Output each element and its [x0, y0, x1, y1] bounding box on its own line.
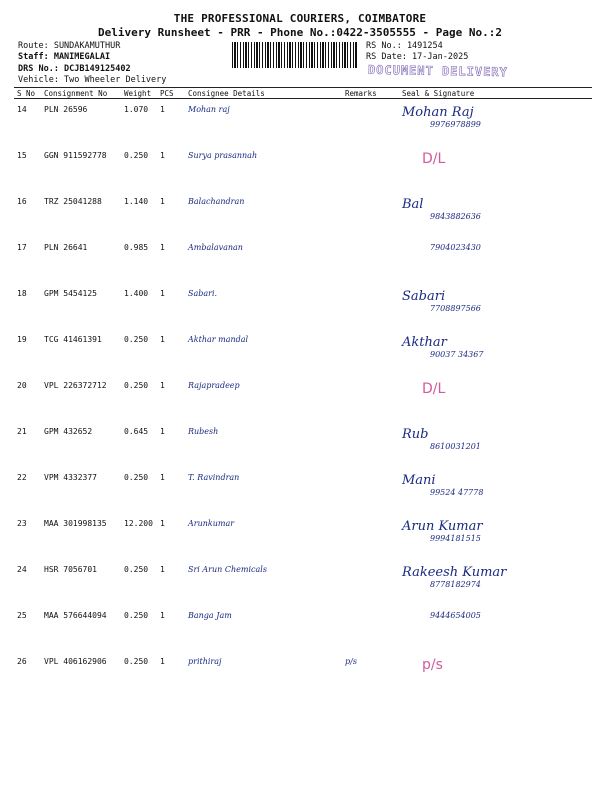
consignment-number: VPL 226372712 — [44, 381, 107, 390]
signature-name: Rub — [402, 427, 429, 442]
table-row — [14, 467, 592, 513]
runsheet-subtitle: Delivery Runsheet - PRR - Phone No.:0422-3505555 - Page No.:2 — [98, 26, 502, 39]
signature-cell — [399, 329, 592, 375]
weight-value: 1.140 — [124, 197, 149, 206]
signature-phone: 90037 34367 — [430, 350, 484, 359]
remarks-cell — [342, 605, 399, 651]
serial-number: 22 — [17, 473, 27, 482]
remarks-cell — [342, 559, 399, 605]
remarks-cell: p/s — [345, 657, 357, 666]
pcs-value: 1 — [160, 519, 165, 528]
signature-name: Sabari — [402, 289, 446, 304]
table-row — [14, 237, 592, 283]
serial-number: 14 — [17, 105, 27, 114]
pcs-value: 1 — [160, 657, 165, 666]
remarks-cell — [342, 145, 399, 191]
rs-date: RS Date: 17-Jan-2025 — [366, 52, 469, 62]
signature-cell — [399, 651, 592, 697]
consignee-name: Rubesh — [188, 427, 219, 436]
weight-value: 1.400 — [124, 289, 149, 298]
consignment-number: MAA 301998135 — [44, 519, 107, 528]
table-row — [14, 99, 592, 146]
serial-number: 20 — [17, 381, 27, 390]
consignment-number: GPM 432652 — [44, 427, 93, 436]
serial-number: 25 — [17, 611, 27, 620]
col-remarks: Remarks — [342, 88, 399, 99]
consignee-name: Sabari. — [188, 289, 218, 298]
pcs-value: 1 — [160, 335, 165, 344]
table-row — [14, 329, 592, 375]
table-row — [14, 421, 592, 467]
pcs-value: 1 — [160, 197, 165, 206]
table-row — [14, 191, 592, 237]
consignee-name: Balachandran — [188, 197, 245, 206]
delivery-status-mark: D/L — [422, 381, 446, 397]
table-header-row — [14, 88, 592, 99]
consignee-name: Mohan raj — [188, 105, 230, 114]
remarks-cell — [342, 421, 399, 467]
consignment-number: GPM 5454125 — [44, 289, 97, 298]
consignee-name: Akthar mandal — [188, 335, 249, 344]
signature-cell — [399, 421, 592, 467]
rs-number: RS No.: 1491254 — [366, 41, 443, 51]
weight-value: 0.250 — [124, 611, 149, 620]
pcs-value: 1 — [160, 611, 165, 620]
serial-number: 19 — [17, 335, 27, 344]
pcs-value: 1 — [160, 427, 165, 436]
signature-phone: 99524 47778 — [430, 488, 484, 497]
table-row — [14, 283, 592, 329]
remarks-cell — [342, 467, 399, 513]
table-row — [14, 605, 592, 651]
route-label: Route: SUNDAKAMUTHUR — [18, 41, 121, 51]
remarks-cell — [342, 283, 399, 329]
weight-value: 0.985 — [124, 243, 149, 252]
consignee-name: Rajapradeep — [188, 381, 240, 390]
pcs-value: 1 — [160, 289, 165, 298]
remarks-cell — [342, 513, 399, 559]
table-row — [14, 559, 592, 605]
pcs-value: 1 — [160, 473, 165, 482]
remarks-cell — [342, 375, 399, 421]
signature-phone: 8778182974 — [430, 580, 481, 589]
col-weight: Weight — [121, 88, 157, 99]
consignee-name: Ambalavanan — [188, 243, 243, 252]
weight-value: 0.250 — [124, 335, 149, 344]
drs-number: DRS No.: DCJB149125402 — [18, 64, 131, 74]
signature-name: Rakeesh Kumar — [402, 565, 507, 580]
signature-cell — [399, 375, 592, 421]
pcs-value: 1 — [160, 151, 165, 160]
pcs-value: 1 — [160, 105, 165, 114]
serial-number: 26 — [17, 657, 27, 666]
signature-phone: 8610031201 — [430, 442, 481, 451]
col-pcs: PCS — [157, 88, 185, 99]
remarks-cell — [342, 99, 399, 146]
consignee-name: prithiraj — [188, 657, 222, 666]
signature-cell — [399, 191, 592, 237]
consignee-name: T. Ravindran — [188, 473, 240, 482]
pcs-value: 1 — [160, 381, 165, 390]
consignee-name: Surya prasannah — [188, 151, 258, 160]
consignment-number: VPL 406162906 — [44, 657, 107, 666]
signature-phone: 9444654005 — [430, 611, 481, 620]
consignee-name: Banga Jam — [188, 611, 232, 620]
col-signature: Seal & Signature — [399, 88, 592, 99]
signature-name: Akthar — [402, 335, 447, 350]
staff-label: Staff: MANIMEGALAI — [18, 52, 111, 62]
remarks-cell — [342, 329, 399, 375]
signature-cell — [399, 237, 592, 283]
col-consignment: Consignment No — [41, 88, 121, 99]
signature-cell — [399, 513, 592, 559]
runsheet-table — [14, 87, 592, 697]
table-row — [14, 651, 592, 697]
serial-number: 17 — [17, 243, 27, 252]
signature-cell — [399, 283, 592, 329]
signature-phone: 9976978899 — [430, 120, 481, 129]
consignment-number: PLN 26596 — [44, 105, 88, 114]
consignment-number: VPM 4332377 — [44, 473, 97, 482]
signature-phone: 7904023430 — [430, 243, 481, 252]
serial-number: 16 — [17, 197, 27, 206]
consignment-number: TRZ 25041288 — [44, 197, 102, 206]
col-sno: S No — [14, 88, 41, 99]
consignment-number: PLN 26641 — [44, 243, 88, 252]
signature-phone: 7708897566 — [430, 304, 481, 313]
serial-number: 23 — [17, 519, 27, 528]
signature-phone: 9994181515 — [430, 534, 481, 543]
remarks-cell — [342, 237, 399, 283]
consignment-number: TCG 41461391 — [44, 335, 102, 344]
table-row — [14, 513, 592, 559]
pcs-value: 1 — [160, 243, 165, 252]
serial-number: 18 — [17, 289, 27, 298]
barcode-image — [232, 42, 358, 68]
signature-name: Mohan Raj — [402, 105, 474, 120]
weight-value: 0.645 — [124, 427, 149, 436]
document-delivery-stamp: DOCUMENT DELIVERY — [367, 62, 508, 80]
consignment-number: GGN 911592778 — [44, 151, 107, 160]
consignee-name: Sri Arun Chemicals — [188, 565, 267, 574]
signature-cell — [399, 467, 592, 513]
signature-cell — [399, 145, 592, 191]
signature-name: Mani — [402, 473, 436, 488]
delivery-status-mark: p/s — [422, 657, 443, 673]
weight-value: 12.200 — [124, 519, 153, 528]
signature-phone: 9843882636 — [430, 212, 481, 221]
consignee-name: Arunkumar — [188, 519, 235, 528]
runsheet-title: THE PROFESSIONAL COURIERS, COIMBATORE — [173, 12, 427, 25]
signature-name: Arun Kumar — [402, 519, 483, 534]
weight-value: 0.250 — [124, 657, 149, 666]
serial-number: 15 — [17, 151, 27, 160]
weight-value: 0.250 — [124, 565, 149, 574]
col-consignee: Consignee Details — [185, 88, 342, 99]
consignment-number: MAA 576644094 — [44, 611, 107, 620]
weight-value: 0.250 — [124, 151, 149, 160]
delivery-status-mark: D/L — [422, 151, 446, 167]
signature-name: Bal — [402, 197, 424, 212]
consignment-number: HSR 7056701 — [44, 565, 97, 574]
serial-number: 24 — [17, 565, 27, 574]
pcs-value: 1 — [160, 565, 165, 574]
weight-value: 1.070 — [124, 105, 149, 114]
weight-value: 0.250 — [124, 381, 149, 390]
vehicle-label: Vehicle: Two Wheeler Delivery — [18, 75, 167, 85]
table-row — [14, 375, 592, 421]
signature-cell — [399, 559, 592, 605]
serial-number: 21 — [17, 427, 27, 436]
signature-cell — [399, 99, 592, 146]
signature-cell — [399, 605, 592, 651]
table-row — [14, 145, 592, 191]
remarks-cell — [342, 191, 399, 237]
weight-value: 0.250 — [124, 473, 149, 482]
